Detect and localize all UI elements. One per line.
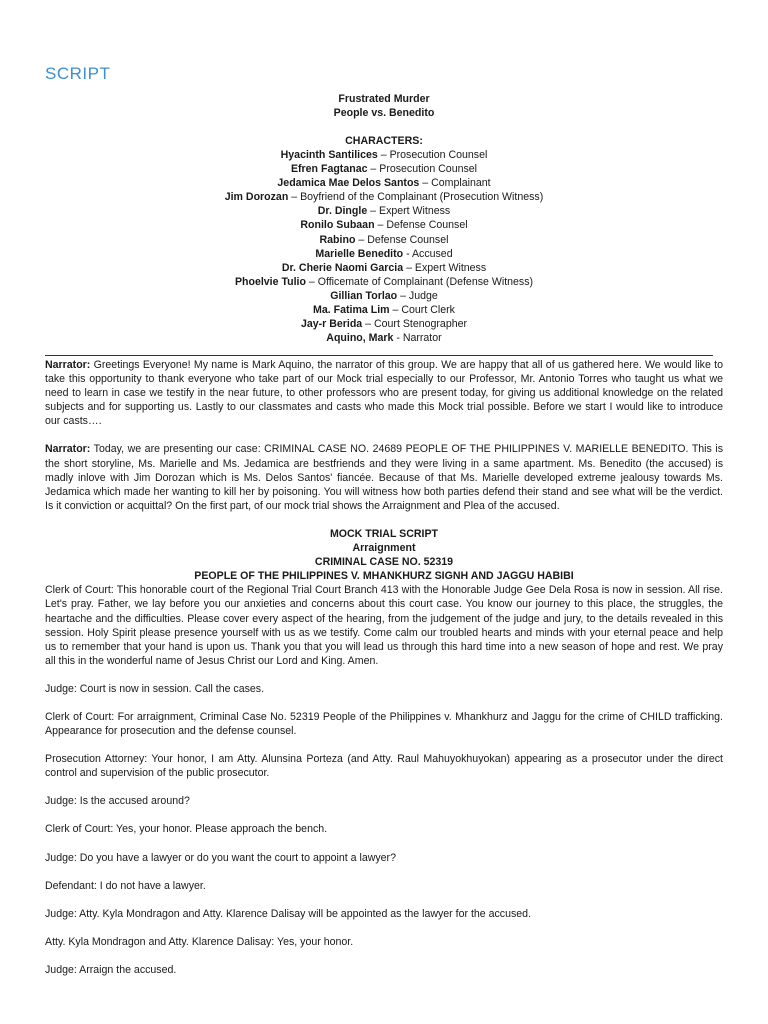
character-item [45, 303, 723, 317]
character-item [45, 247, 723, 261]
case-parties: PEOPLE OF THE PHILIPPINES V. MHANKHURZ SIGNH AND JAGGU HABIBI [194, 570, 574, 583]
character-name: Dr. Dingle [317, 205, 368, 218]
dialogue-line: Judge: Court is now in session. Call the cases. [45, 682, 265, 695]
character-role: – Expert Witness [403, 261, 487, 274]
character-role: – Expert Witness [367, 205, 451, 218]
character-role: – Complainant [419, 177, 491, 190]
character-item [45, 331, 723, 345]
dialogue-line: Judge: Do you have a lawyer or do you want the court to appoint a lawyer? [45, 851, 396, 864]
character-name: Efren Fagtanac [290, 163, 368, 176]
character-item [45, 261, 723, 275]
dialogue-line: Clerk of Court: For arraignment, Criminal Case No. 52319 People of the Philippines v. Mhankhurz and Jaggu for the crime of CHILD trafficking. Appearance for prosecution and the defense counsel. [45, 710, 723, 738]
character-name: Hyacinth Santilices [280, 149, 378, 161]
character-item [45, 204, 723, 218]
mock-trial-heading [45, 527, 723, 583]
dialogue-line: Clerk of Court: Yes, your honor. Please approach the bench. [45, 823, 328, 836]
narrator-intro-paragraph [45, 358, 723, 428]
character-role: – Prosecution Counsel [377, 149, 488, 161]
speaker-label: Narrator: [45, 359, 91, 371]
character-name: Ronilo Subaan [300, 219, 375, 232]
narrator-case-paragraph [45, 442, 723, 512]
character-name: Jedamica Mae Delos Santos [277, 177, 420, 190]
character-role: – Defense Counsel [374, 219, 468, 232]
script-header [45, 92, 723, 345]
character-role: - Narrator [393, 332, 442, 345]
character-name: Jay-r Berida [300, 318, 363, 331]
dialogue-line: Judge: Atty. Kyla Mondragon and Atty. Klarence Dalisay will be appointed as the lawyer for the accused. [45, 907, 532, 920]
character-item [45, 148, 723, 162]
character-name: Marielle Benedito [315, 247, 404, 260]
character-role: – Prosecution Counsel [367, 163, 478, 176]
character-item [45, 176, 723, 190]
character-role: – Officemate of Complainant (Defense Witness) [305, 275, 534, 288]
dialogue-line: Judge: Arraign the accused. [45, 963, 177, 976]
character-item [45, 190, 723, 204]
speaker-label: Narrator: [45, 443, 91, 456]
document-title: SCRIPT [45, 64, 111, 83]
character-item [45, 275, 723, 289]
paragraph-text: Greetings Everyone! My name is Mark Aquino, the narrator of this group. We are happy that all of us gathered here. We would like to take this opportunity to thank everyone who take part of our Mock trial especially to our Professor, Mr. Antonio Torres who taught us what we need to learn in case we testify in the near future, to other professors who are present today, for giving us additional knowledge on the related subjects and for supporting us. Lastly to our classmates and casts who made this Mock trial possible. Before we start I would like to introduce our casts…. [45, 359, 723, 428]
character-item [45, 289, 723, 303]
paragraph-text: Today, we are presenting our case: CRIMINAL CASE NO. 24689 PEOPLE OF THE PHILIPPINES V. MARIELLE BENEDITO. This is the short storyline, Ms. Marielle and Ms. Jedamica are bestfriends and they were living in a same apartment. Ms. Benedito (the accused) is madly inlove with Jim Dorozan which is Ms. Delos Santos' fiancée. Because of that Ms. Marielle developed extreme jealousy towards Ms. Jedamica which made her wanting to kill her by poisoning. You will witness how both parties defend their stand and see what will be the verdict. Is it conviction or acquittal? On the first part, of our mock trial shows the Arraignment and Plea of the accused. [45, 443, 723, 512]
character-item [45, 233, 723, 247]
character-name: Rabino [319, 233, 356, 246]
character-role: – Court Clerk [389, 304, 455, 317]
character-item [45, 218, 723, 232]
dialogue-line: Clerk of Court: This honorable court of the Regional Trial Court Branch 413 with the Honorable Judge Gee Dela Rosa is now in session. All rise. Let's pray. Father, we lay before you our anxieties and concerns about this court case. You know our journey to this place, the struggles, the heartache and the difficulties. Please cover every aspect of the hearing, from the judgement of the judge and jury, to the details revealed in this session. Holy Spirit please presence yourself with us as we testify. Come calm our troubled hearts and minds with your eternal peace and help us to remember that your hand is upon us. Thank you that you will lead us through this hard time into a new season of hope and rest. We pray all this in the wonderful name of Jesus Christ our Lord and King. Amen. [45, 584, 723, 667]
dialogue-line: Judge: Is the accused around? [45, 795, 190, 808]
character-name: Jim Dorozan [224, 191, 289, 204]
character-role: – Boyfriend of the Complainant (Prosecution Witness) [288, 191, 544, 204]
character-role: – Defense Counsel [355, 233, 449, 246]
characters-heading: CHARACTERS: [345, 135, 423, 147]
horizontal-divider [45, 355, 713, 356]
character-name: Gillian Torlao [330, 289, 398, 302]
mock-trial-section: Arraignment [352, 542, 416, 555]
character-role: – Judge [397, 289, 438, 302]
character-name: Aquino, Mark [326, 332, 394, 345]
dialogue-line: Prosecution Attorney: Your honor, I am Atty. Alunsina Porteza (and Atty. Raul Mahuyokhuyokan) appearing as a prosecutor under the direct control and supervision of the public prosecutor. [45, 753, 723, 780]
character-role: - Accused [403, 247, 453, 260]
character-name: Ma. Fatima Lim [313, 304, 390, 317]
character-item [45, 317, 723, 331]
characters-list [45, 148, 723, 345]
character-name: Phoelvie Tulio [234, 275, 306, 288]
dialogue-line: Atty. Kyla Mondragon and Atty. Klarence Dalisay: Yes, your honor. [45, 935, 354, 948]
mock-trial-title: MOCK TRIAL SCRIPT [329, 527, 439, 540]
criminal-case-number: CRIMINAL CASE NO. 52319 [314, 556, 454, 569]
case-subtitle: People vs. Benedito [333, 107, 435, 119]
script-body [45, 358, 723, 977]
dialogue-line: Defendant: I do not have a lawyer. [45, 879, 206, 892]
case-title: Frustrated Murder [338, 93, 430, 105]
character-item [45, 162, 723, 176]
character-role: – Court Stenographer [362, 318, 468, 331]
character-name: Dr. Cherie Naomi Garcia [281, 261, 404, 274]
